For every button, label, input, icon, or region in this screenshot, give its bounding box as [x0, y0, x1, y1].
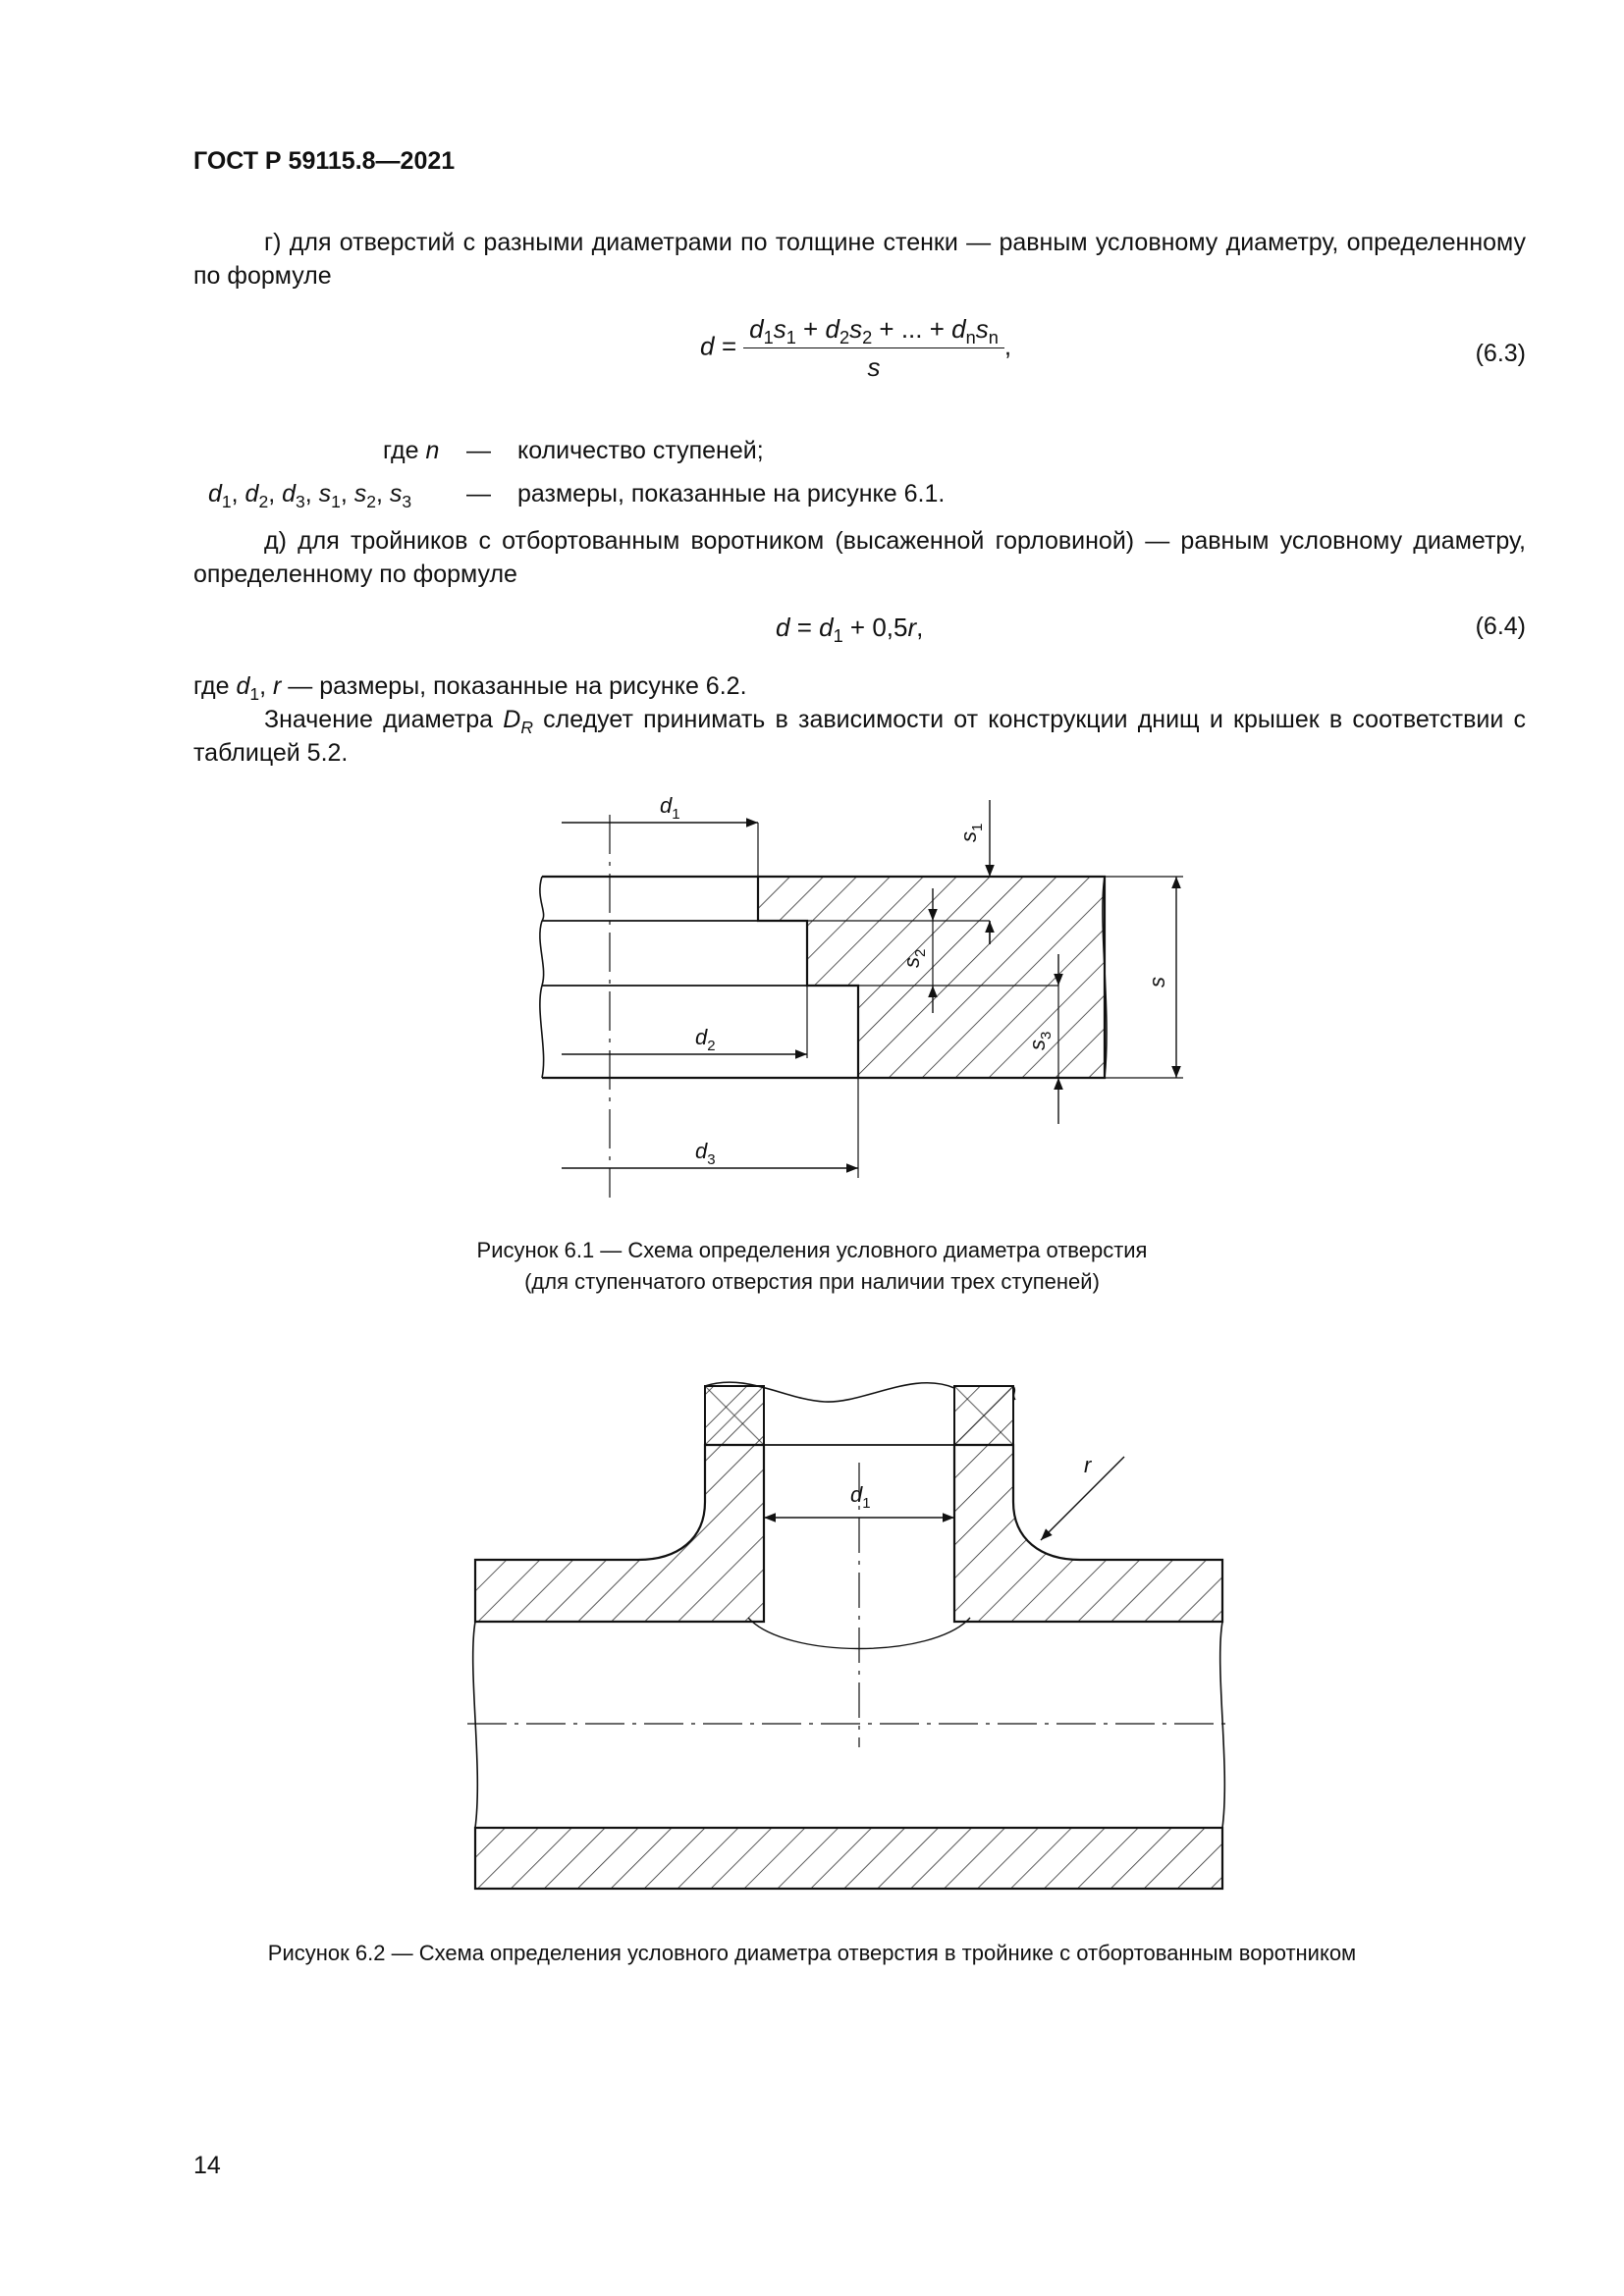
formula-lhs: d =	[700, 331, 736, 361]
paragraph-g: г) для отверстий с разными диаметрами по толщине стенки — равным условному диаметру, определенному по формуле	[193, 229, 1526, 290]
left-collar-wall	[475, 1445, 764, 1622]
figure-6-1-caption: Рисунок 6.1 — Схема определения условного диаметра отверстия (для ступенчатого отверстия при наличии трех ступеней)	[476, 1238, 1148, 1294]
formula-denominator: s	[867, 352, 881, 382]
figure-6-1	[540, 800, 1183, 1198]
equation-number-6-4: (6.4)	[1475, 613, 1526, 640]
formula-6-4: $d = d_1 + 0,5r$,	[776, 613, 924, 646]
where-dash-1: —	[466, 437, 491, 464]
label-s3: $s_3$	[1025, 1031, 1055, 1050]
label-d3: $d_3$	[695, 1139, 716, 1168]
document-header: ГОСТ Р 59115.8—2021	[193, 147, 456, 175]
paragraph-d: д) для тройников с отбортованным воротником (высаженной горловиной) — равным условному диаметру, определенному по формуле	[193, 527, 1526, 588]
where-def-2: размеры, показанные на рисунке 6.1.	[517, 480, 946, 507]
label-d2: $d_2$	[695, 1025, 716, 1054]
where-6-4: где $d_1$, r — размеры, показанные на рисунке 6.2.	[193, 672, 747, 704]
page-number: 14	[193, 2152, 221, 2179]
label-fig2-d1: $d_1$	[850, 1482, 871, 1512]
label-s1: $s_1$	[956, 823, 986, 842]
where-label: где n	[383, 437, 440, 464]
where-dash-2: —	[466, 480, 491, 507]
where-symbols-2: $d_1$, $d_2$, $d_3$, $s_1$, $s_2$, $s_3$	[208, 480, 412, 511]
bottom-pipe-wall	[475, 1828, 1222, 1889]
label-s: s	[1145, 977, 1169, 988]
where-def-n: количество ступеней;	[517, 437, 764, 464]
figure-6-2-caption: Рисунок 6.2 — Схема определения условного диаметра отверстия в тройнике с отбортованным воротником	[267, 1941, 1357, 1965]
figure-6-2	[467, 1382, 1231, 1889]
label-d1: $d_1$	[660, 793, 680, 823]
formula-comma: ,	[1003, 331, 1012, 361]
stepped-wall-section	[758, 877, 1105, 1078]
label-s2: $s_2$	[899, 948, 929, 968]
equation-number-6-3: (6.3)	[1475, 340, 1526, 367]
label-fig2-r: r	[1084, 1453, 1092, 1477]
formula-numerator: $d_1s_1 + d_2s_2$ + ... + $d_ns_n$	[743, 312, 1004, 348]
paragraph-dr: Значение диаметра $D_R$ следует принимать в зависимости от конструкции днищ и крышек в соответствии с таблицей 5.2.	[193, 706, 1526, 767]
